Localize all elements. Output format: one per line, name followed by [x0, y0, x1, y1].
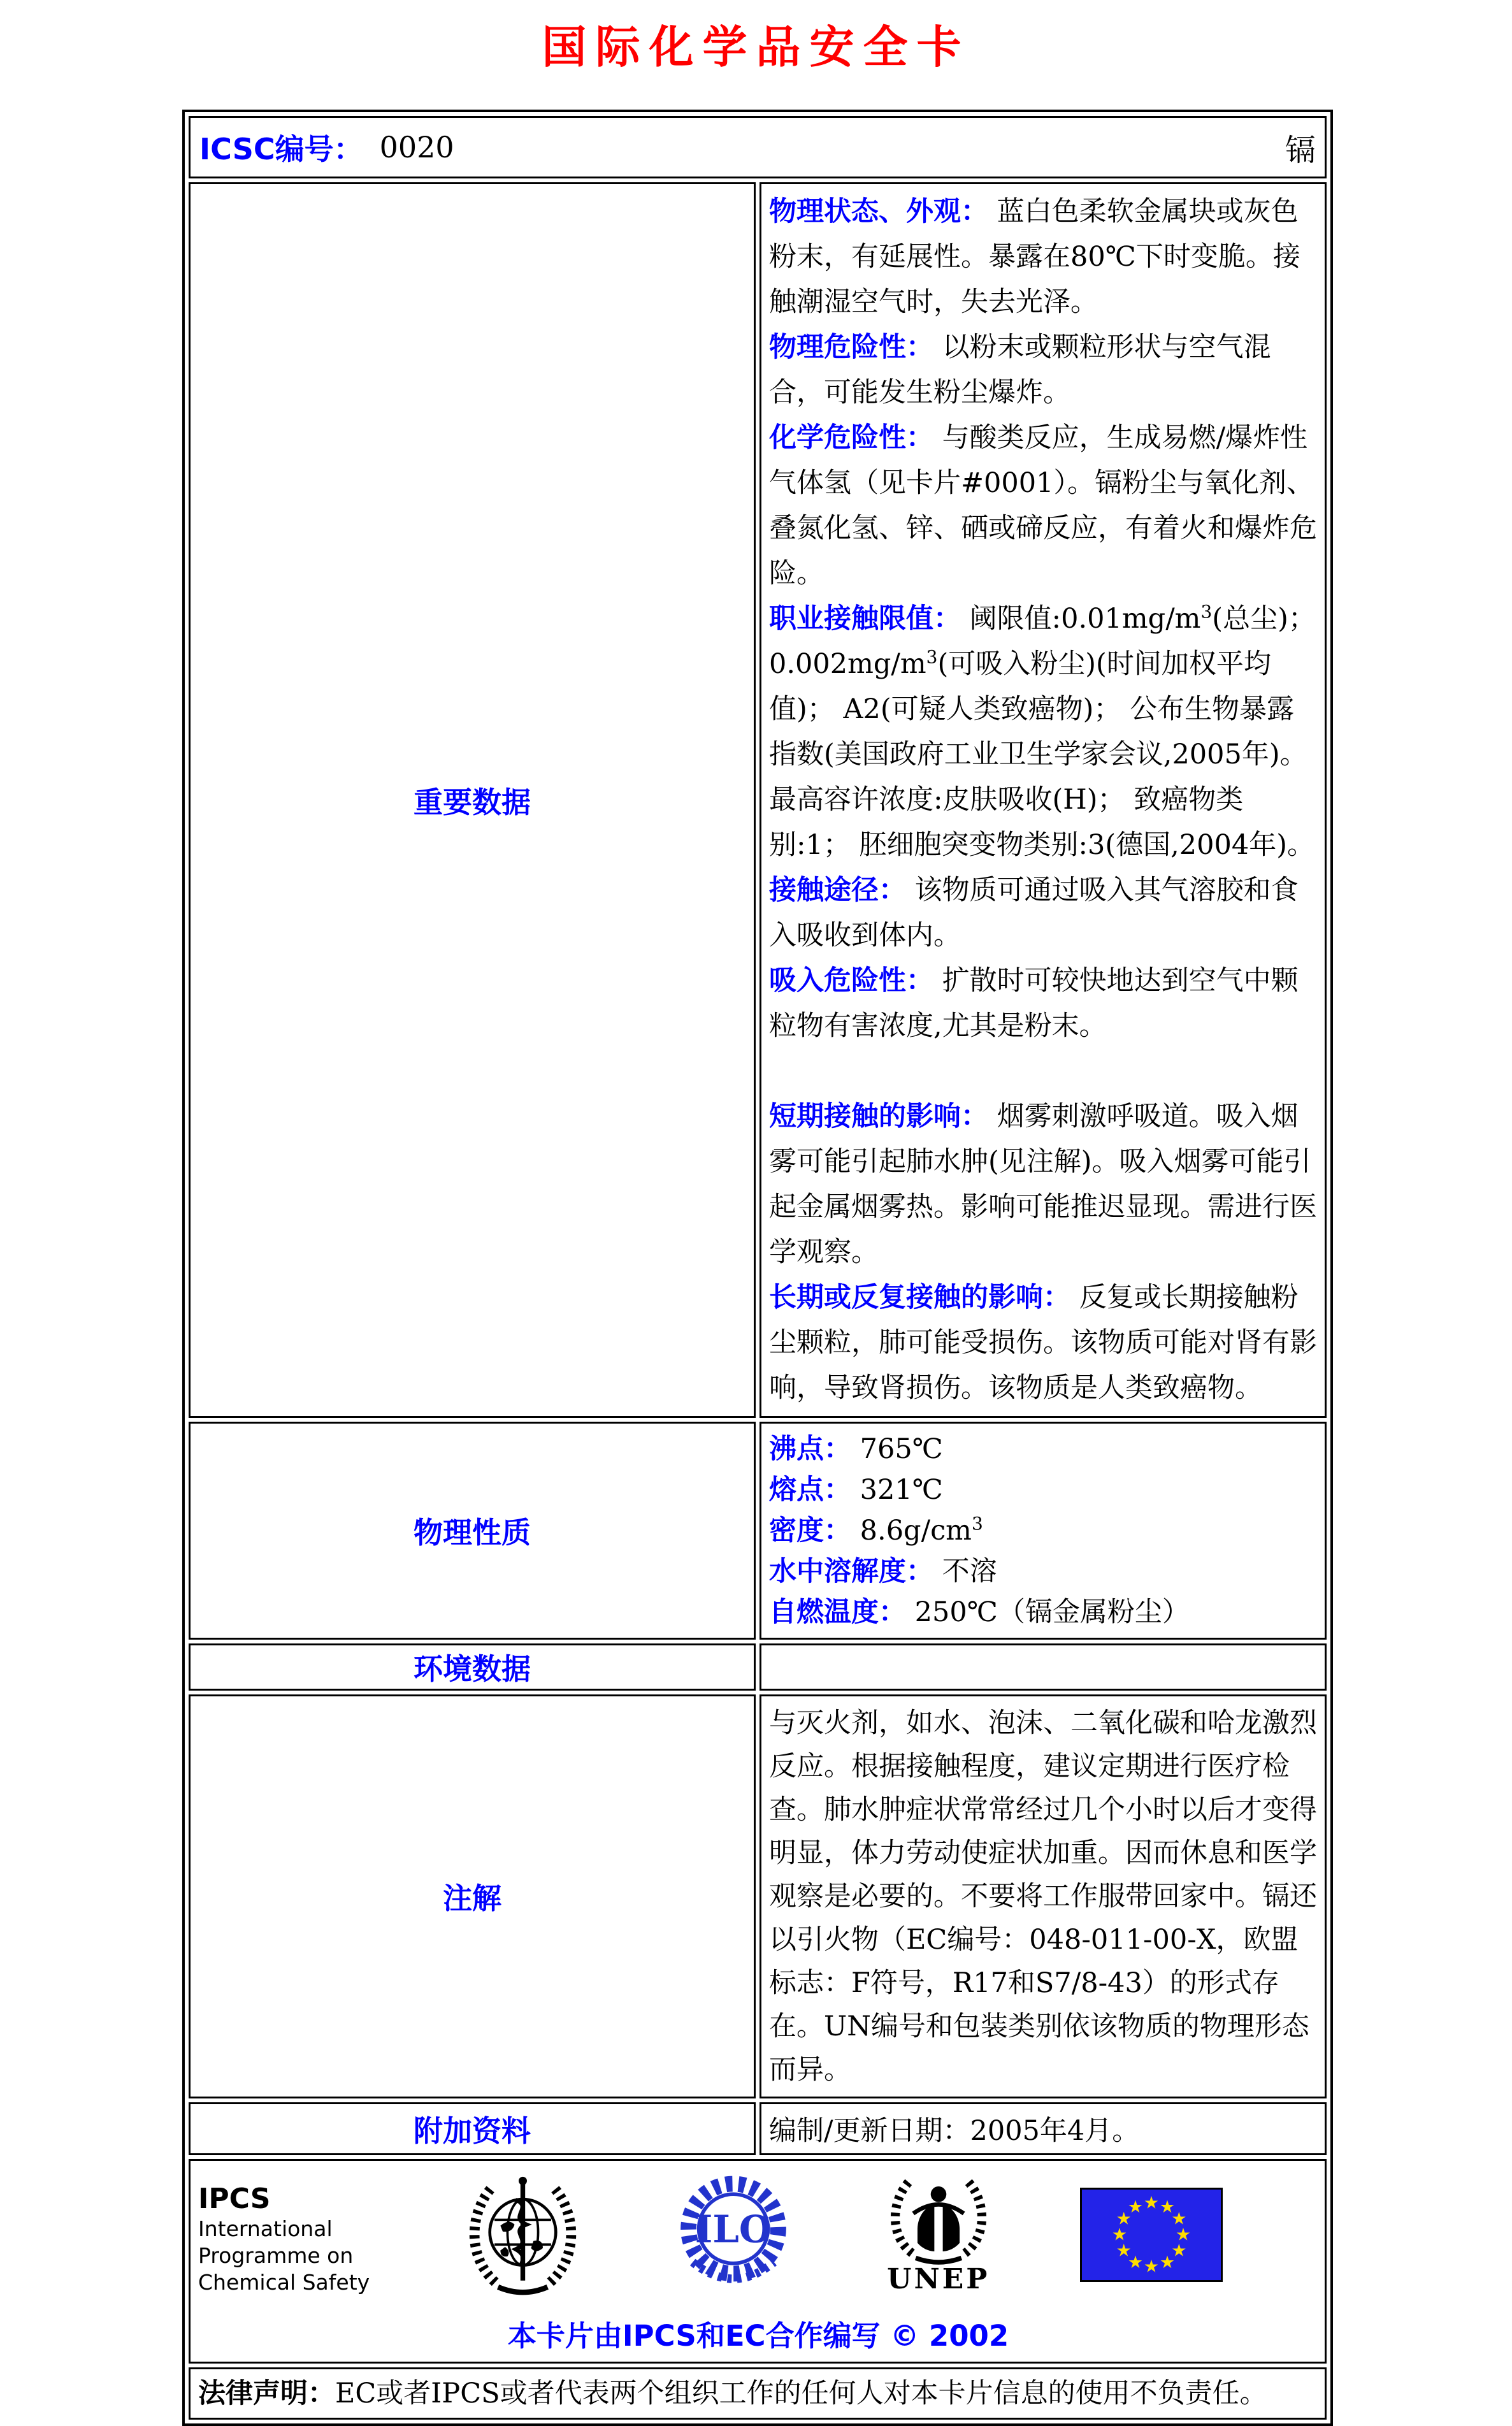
- legal-content: [189, 2367, 1327, 2420]
- text-segment: 蓝白色柔软金属块或灰色粉末，有延展性。暴露在80℃下时变脆。接触潮湿空气时，失去光泽。: [769, 196, 1300, 318]
- text-segment: 水中溶解度：: [769, 1556, 933, 1587]
- text-segment: 短期接触的影响：: [769, 1101, 988, 1132]
- additional-info-content: 编制/更新日期：2005年4月。: [760, 2102, 1327, 2155]
- text-segment: 熔点：: [769, 1474, 851, 1506]
- text-segment: EC或者IPCS或者代表两个组织工作的任何人对本卡片信息的使用不负责任。: [335, 2378, 1267, 2409]
- additional-info-row: [189, 2102, 1327, 2155]
- text-segment: (可吸入粉尘)(时间加权平均值)； A2(可疑人类致癌物)； 公布生物暴露指数(美国政府工业卫生学家会议,2005年)。最高容许浓度:皮肤吸收(H)； 致癌物类别:1； 胚细胞突变物类别:3(德国,2004年)。: [769, 648, 1315, 861]
- ilo-logo-icon: [670, 2171, 797, 2299]
- text-segment: 化学危险性：: [769, 422, 933, 454]
- notes-row: [189, 1694, 1327, 2098]
- text-segment: 烟雾刺激呼吸道。吸入烟雾可能引起肺水肿(见注解)。吸入烟雾可能引起金属烟雾热。影响可能推迟显现。需进行医学观察。: [769, 1101, 1317, 1268]
- text-segment: 扩散时可较快地达到空气中颗粒物有害浓度,尤其是粉末。: [769, 965, 1299, 1042]
- text-segment: 物理状态、外观：: [769, 196, 988, 227]
- text-segment: 与酸类反应，生成易燃/爆炸性气体氢（见卡片#0001）。镉粉尘与氧化剂、叠氮化氢、锌、硒或碲反应，有着火和爆炸危险。: [769, 422, 1317, 589]
- important-data-row: [189, 182, 1327, 1418]
- environmental-data-row: [189, 1643, 1327, 1691]
- unep-wordmark: UNEP: [887, 2263, 990, 2295]
- who-logo-icon: [464, 2171, 582, 2299]
- text-segment: 沸点：: [769, 1433, 851, 1465]
- important-data-row-label: 重要数据: [189, 182, 756, 1418]
- text-line: [769, 325, 1317, 415]
- text-segment: 法律声明：: [198, 2378, 335, 2409]
- text-segment: 自燃温度：: [769, 1596, 906, 1628]
- text-segment: 密度：: [769, 1515, 851, 1547]
- environmental-data-content: [760, 1643, 1327, 1691]
- unep-logo-icon: [884, 2171, 993, 2267]
- header-content: [199, 126, 1316, 170]
- text-line: [769, 1094, 1317, 1275]
- eu-flag-icon: [1080, 2188, 1223, 2282]
- ipcs-subtitle-lines: [198, 2216, 377, 2296]
- attribution-cell: [189, 2159, 1327, 2364]
- physical-properties-content: [760, 1422, 1327, 1640]
- ipcs-logo-text: [198, 2171, 377, 2296]
- text-segment: 不溶: [933, 1556, 997, 1587]
- text-segment: 3: [971, 1513, 983, 1534]
- text-line: Chemical Safety: [198, 2270, 370, 2295]
- text-segment: 接触途径：: [769, 874, 906, 906]
- ilo-letters: ILO: [695, 2207, 772, 2251]
- attribution-row: [189, 2159, 1327, 2364]
- icsc-number-value: 0020: [379, 130, 454, 164]
- text-segment: 3: [926, 646, 938, 668]
- text-segment: 8.6g/cm: [851, 1515, 972, 1547]
- header-cell: [189, 116, 1327, 178]
- text-line: [769, 1592, 1317, 1633]
- text-segment: 反复或长期接触粉尘颗粒，肺可能受损伤。该物质可能对肾有影响，导致肾损伤。该物质是人类致癌物。: [769, 1282, 1317, 1404]
- physical-properties-row-label: 物理性质: [189, 1422, 756, 1640]
- substance-name: 镉: [1285, 132, 1316, 168]
- text-line: [769, 1469, 1317, 1510]
- text-line: [769, 1510, 1317, 1551]
- text-segment: 3: [1200, 601, 1213, 623]
- text-line: Programme on: [198, 2243, 354, 2268]
- ipcs-title: IPCS: [198, 2183, 271, 2215]
- icsc-card-table: [182, 110, 1333, 2426]
- text-line: [769, 868, 1317, 958]
- icsc-number-group: [199, 126, 454, 168]
- text-segment: 职业接触限值：: [769, 603, 961, 635]
- text-line: [769, 415, 1317, 596]
- unep-logo: [884, 2171, 993, 2295]
- text-line: [769, 1551, 1317, 1592]
- text-segment: 以粉末或颗粒形状与空气混合，可能发生粉尘爆炸。: [769, 331, 1271, 408]
- notes-content: 与灭火剂，如水、泡沫、二氧化碳和哈龙激烈反应。根据接触程度，建议定期进行医疗检查。肺水肿症状常常经过几个小时以后才变得明显，体力劳动使症状加重。因而休息和医学观察是必要的。不要将工作服带回家中。镉还以引火物（EC编号：048-011-00-X，欧盟标志：F符号，R17和S7/8-43）的形式存在。UN编号和包装类别依该物质的物理形态而异。: [760, 1694, 1327, 2098]
- text-line: [769, 1275, 1317, 1411]
- physical-properties-row: [189, 1422, 1327, 1640]
- text-segment: 物理危险性：: [769, 331, 933, 363]
- text-line: [769, 1429, 1317, 1469]
- text-segment: 该物质可通过吸入其气溶胶和食入吸收到体内。: [769, 874, 1299, 951]
- text-segment: 765℃: [851, 1433, 943, 1465]
- text-line: [769, 189, 1317, 325]
- notes-row-label: 注解: [189, 1694, 756, 2098]
- text-segment: 吸入危险性：: [769, 965, 933, 997]
- attribution-caption: 本卡片由IPCS和EC合作编写 © 2002: [507, 2319, 1009, 2353]
- text-segment: 长期或反复接触的影响：: [769, 1282, 1070, 1313]
- text-segment: (总尘)； 0.002mg/m: [769, 603, 1316, 680]
- text-line: [769, 958, 1317, 1049]
- text-segment: 阈限值:0.01mg/m: [961, 603, 1201, 635]
- logos-strip: [198, 2171, 1318, 2299]
- text-segment: 321℃: [851, 1474, 943, 1506]
- additional-info-row-label: 附加资料: [189, 2102, 756, 2155]
- legal-row: [189, 2367, 1327, 2420]
- icsc-number-label: ICSC编号：: [199, 132, 363, 166]
- text-line: International: [198, 2216, 333, 2241]
- page-title: 国际化学品安全卡: [542, 21, 970, 73]
- text-line: [769, 596, 1317, 868]
- important-data-content: [760, 182, 1327, 1418]
- environmental-data-row-label: 环境数据: [189, 1643, 756, 1691]
- text-segment: 250℃（镉金属粉尘）: [906, 1596, 1190, 1628]
- header-row: [189, 116, 1327, 178]
